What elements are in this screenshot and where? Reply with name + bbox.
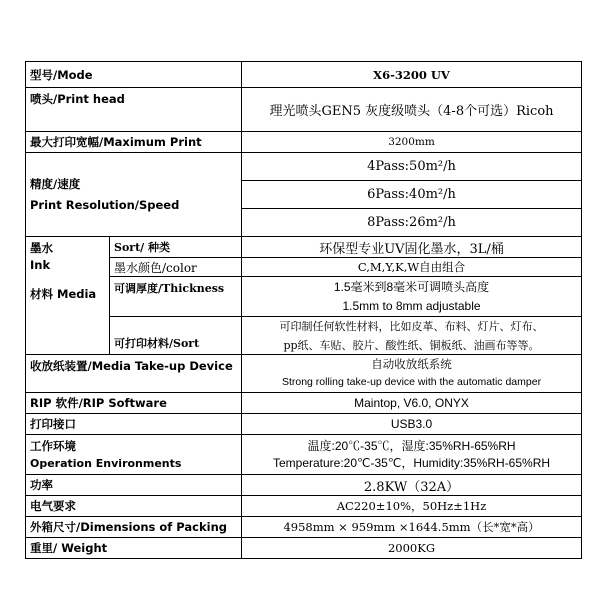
packing-value: 4958mm × 959mm ×1644.5mm（长*宽*高） (242, 517, 582, 538)
environment-label-en: Operation Environments (30, 456, 182, 470)
ink-label-cn: 墨水 (30, 241, 53, 255)
row-packing (26, 517, 582, 538)
printable-media-label: 可打印材料/Sort (110, 317, 242, 355)
environment-value-en: Temperature:20℃-35℃，Humidity:35%RH-65%RH (272, 455, 551, 470)
row-max-print (26, 132, 582, 153)
ink-color-label: 墨水颜色/color (110, 258, 242, 277)
packing-label: 外箱尺寸/Dimensions of Packing (26, 517, 242, 538)
row-thickness (26, 277, 582, 317)
row-ink-color (26, 258, 582, 277)
rip-label: RIP 软件/RIP Software (26, 393, 242, 414)
row-weight (26, 538, 582, 559)
row-model (26, 62, 582, 88)
thickness-value-en: 1.5mm to 8mm adjustable (342, 298, 481, 313)
printable-media-value-2: pp纸、车贴、胶片、酸性纸、铜板纸、油画布等等。 (283, 338, 540, 352)
row-rip (26, 393, 582, 414)
ink-sort-label: Sort/ 种类 (110, 237, 242, 258)
ink-sort-value: 环保型专业UV固化墨水，3L/桶 (242, 237, 582, 258)
electric-value: AC220±10%，50Hz±1Hz (242, 496, 582, 517)
row-interface (26, 414, 582, 435)
interface-label: 打印接口 (26, 414, 242, 435)
printhead-value: 理光喷头GEN5 灰度级喷头（4-8个可选）Ricoh (242, 88, 582, 132)
environment-value-cn: 温度:20℃-35℃，湿度:35%RH-65%RH (307, 438, 516, 453)
row-electric (26, 496, 582, 517)
takeup-value-en: Strong rolling take-up device with the automatic damper (281, 375, 542, 388)
row-power (26, 475, 582, 496)
rip-value: Maintop, V6.0, ONYX (242, 393, 582, 414)
takeup-values (242, 355, 582, 393)
thickness-label: 可调厚度/Thickness (110, 277, 242, 317)
max-print-value: 3200mm (242, 132, 582, 153)
media-label: 材料 Media (30, 287, 97, 301)
thickness-values (242, 277, 582, 317)
row-printable-media (26, 317, 582, 355)
spec-table (25, 61, 582, 559)
model-value: X6-3200 UV (242, 62, 582, 88)
environment-label (26, 435, 242, 475)
resolution-value-4pass: 4Pass:50m²/h (242, 153, 582, 181)
row-resolution-1 (26, 153, 582, 181)
weight-value: 2000KG (242, 538, 582, 559)
ink-media-label (26, 237, 110, 355)
power-value: 2.8KW（32A） (242, 475, 582, 496)
takeup-value-cn: 自动收放纸系统 (371, 358, 452, 371)
resolution-label-en: Print Resolution/Speed (30, 197, 180, 212)
interface-value: USB3.0 (242, 414, 582, 435)
max-print-label: 最大打印宽幅/Maximum Print (26, 132, 242, 153)
row-printhead (26, 88, 582, 132)
resolution-value-8pass: 8Pass:26m²/h (242, 209, 582, 237)
resolution-value-6pass: 6Pass:40m²/h (242, 181, 582, 209)
ink-color-value: C,M,Y,K,W自由组合 (242, 258, 582, 277)
printable-media-values (242, 317, 582, 355)
row-environment (26, 435, 582, 475)
takeup-label: 收放纸装置/Media Take-up Device (26, 355, 242, 393)
weight-label: 重里/ Weight (26, 538, 242, 559)
environment-values (242, 435, 582, 475)
printable-media-value-1: 可印制任何软性材料，比如皮革、布料、灯片、灯布、 (279, 319, 544, 333)
resolution-label-cn: 精度/速度 (30, 176, 81, 191)
model-label: 型号/Mode (26, 62, 242, 88)
row-takeup (26, 355, 582, 393)
resolution-label (26, 153, 242, 237)
row-ink-sort (26, 237, 582, 258)
electric-label: 电气要求 (26, 496, 242, 517)
ink-label-en: Ink (30, 258, 51, 272)
environment-label-cn: 工作环境 (30, 438, 76, 453)
printhead-label: 喷头/Print head (26, 88, 242, 132)
power-label: 功率 (26, 475, 242, 496)
thickness-value-cn: 1.5毫米到8毫米可调喷头高度 (333, 279, 490, 294)
